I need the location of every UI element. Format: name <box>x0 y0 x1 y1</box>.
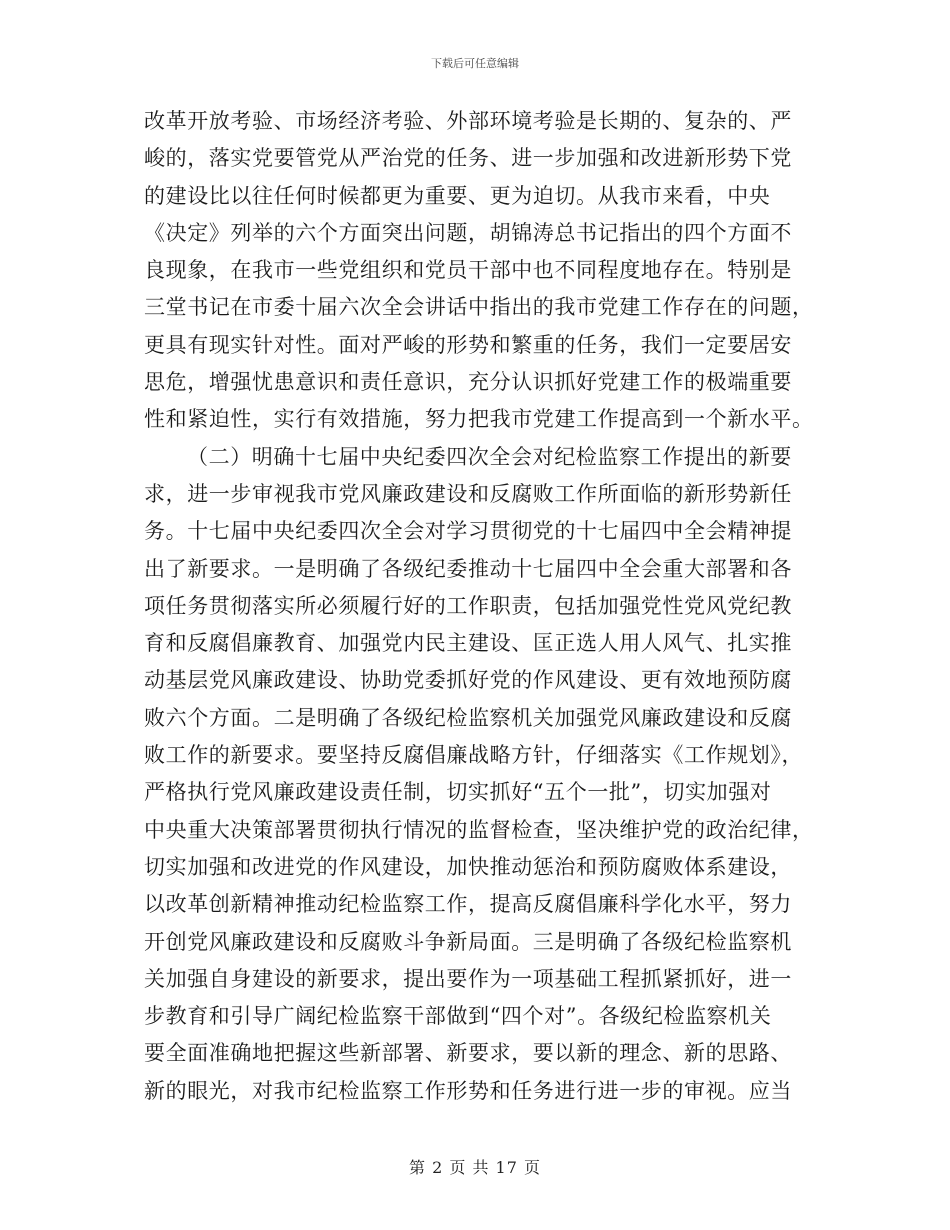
body-line: 峻的，落实党要管党从严治党的任务、进一步加强和改进新形势下党 <box>144 146 792 171</box>
body-line: 开创党风廉政建设和反腐败斗争新局面。三是明确了各级纪检监察机 <box>144 929 792 954</box>
body-line: 求，进一步审视我市党风廉政建设和反腐败工作所面临的新形势新任 <box>144 481 792 506</box>
page-header-note: 下载后可任意编辑 <box>431 57 519 70</box>
body-line: 《决定》列举的六个方面突出问题，胡锦涛总书记指出的四个方面不 <box>144 220 792 245</box>
body-line: 三堂书记在市委十届六次全会讲话中指出的我市党建工作存在的问题， <box>144 295 814 320</box>
body-line: 败工作的新要求。要坚持反腐倡廉战略方针，仔细落实《工作规划》， <box>144 743 804 768</box>
document-body <box>144 103 814 1110</box>
body-line: 出了新要求。一是明确了各级纪委推动十七届四中全会重大部署和各 <box>144 556 792 581</box>
body-line: 步教育和引导广阔纪检监察干部做到“四个对”。各级纪检监察机关 <box>144 1004 772 1029</box>
body-line: 败六个方面。二是明确了各级纪检监察机关加强党风廉政建设和反腐 <box>144 705 792 730</box>
body-line: 改革开放考验、市场经济考验、外部环境考验是长期的、复杂的、严 <box>144 109 792 133</box>
body-line: 动基层党风廉政建设、协助党委抓好党的作风建设、更有效地预防腐 <box>144 668 792 693</box>
body-line: 良现象，在我市一些党组织和党员干部中也不同程度地存在。特别是 <box>144 258 792 283</box>
body-line: 务。十七届中央纪委四次全会对学习贯彻党的十七届四中全会精神提 <box>144 519 792 544</box>
body-line: 项任务贯彻落实所必须履行好的工作职责，包括加强党性党风党纪教 <box>144 593 792 618</box>
body-line: 新的眼光，对我市纪检监察工作形势和任务进行进一步的审视。应当 <box>144 1078 792 1103</box>
body-line: 切实加强和改进党的作风建设，加快推动惩治和预防腐败体系建设， <box>144 854 792 879</box>
body-line: 更具有现实针对性。面对严峻的形势和繁重的任务，我们一定要居安 <box>144 332 792 357</box>
body-line: 的建设比以往任何时候都更为重要、更为迫切。从我市来看，中央 <box>144 183 771 208</box>
body-line: 性和紧迫性，实行有效措施，努力把我市党建工作提高到一个新水平。 <box>144 407 814 432</box>
body-line: 育和反腐倡廉教育、加强党内民主建设、匡正选人用人风气、扎实推 <box>144 631 792 656</box>
body-line: 中央重大决策部署贯彻执行情况的监督检查，坚决维护党的政治纪律， <box>144 817 814 842</box>
body-line: 以改革创新精神推动纪检监察工作，提高反腐倡廉科学化水平，努力 <box>144 892 792 917</box>
body-line: 严格执行党风廉政建设责任制，切实抓好“五个一批”，切实加强对 <box>144 780 772 805</box>
body-line: 关加强自身建设的新要求，提出要作为一项基础工程抓紧抓好，进一 <box>144 966 792 991</box>
body-line: 要全面准确地把握这些新部署、新要求，要以新的理念、新的思路、 <box>144 1041 792 1066</box>
body-line: 思危，增强忧患意识和责任意识，充分认识抓好党建工作的极端重要 <box>144 370 792 395</box>
paragraph-start-line: （二）明确十七届中央纪委四次全会对纪检监察工作提出的新要 <box>187 444 792 469</box>
page-number-footer: 第 2 页 共 17 页 <box>409 1158 541 1177</box>
